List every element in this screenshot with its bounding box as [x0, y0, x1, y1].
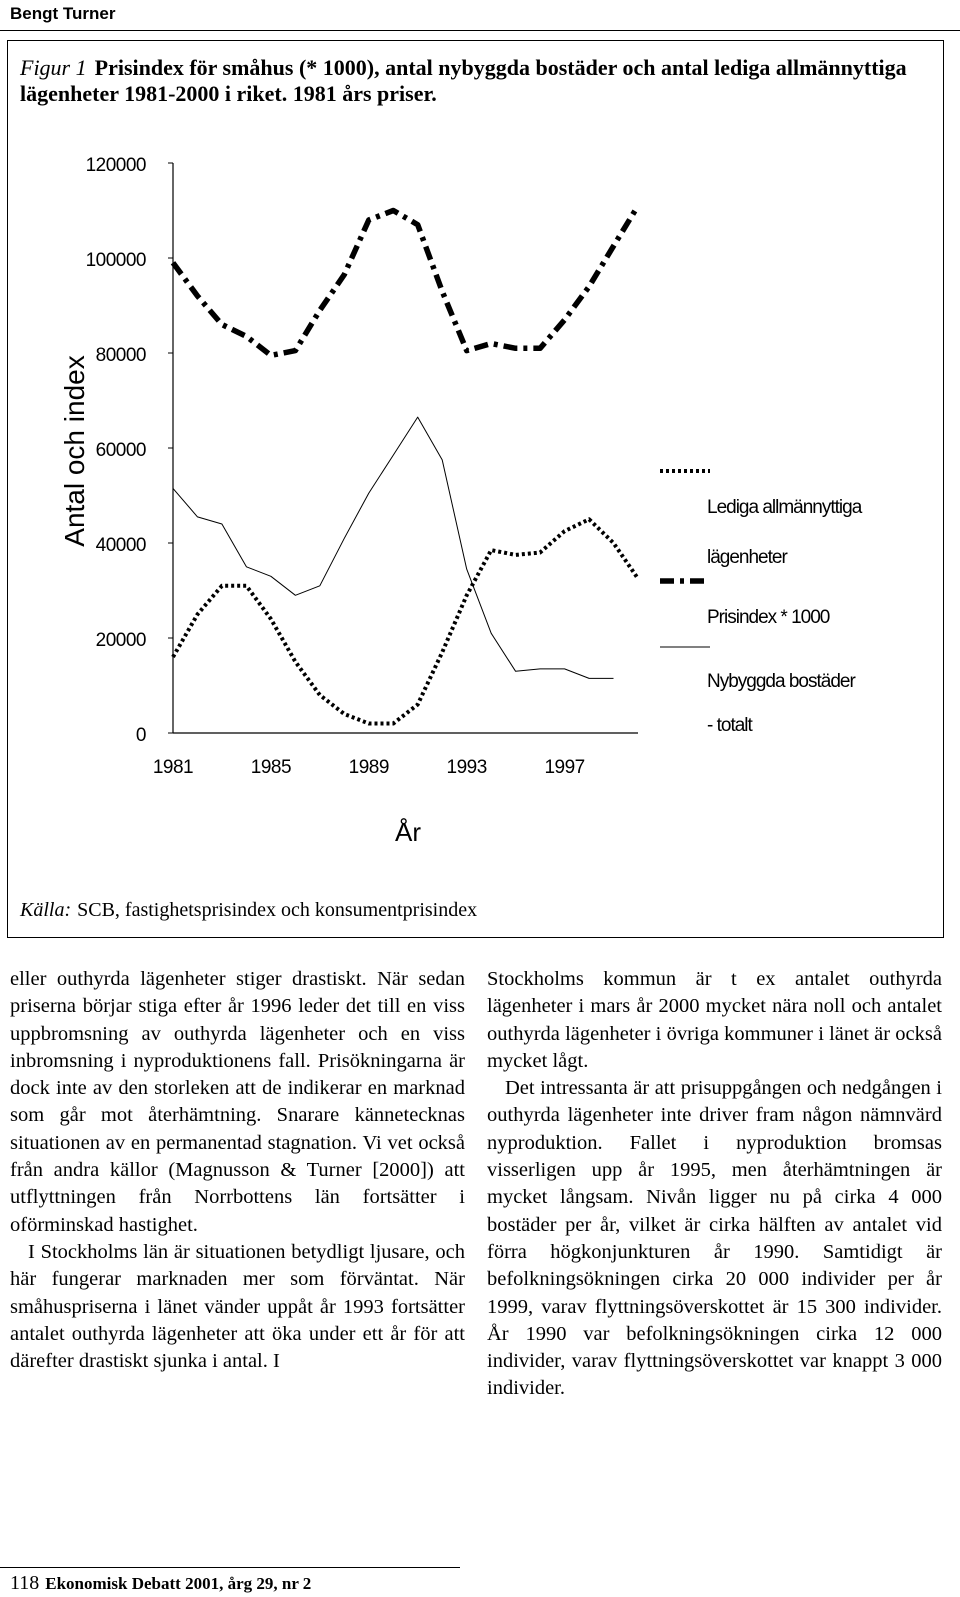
x-tick-label: 1981 — [152, 757, 194, 778]
legend-label: - totalt — [707, 715, 752, 736]
figure-source — [20, 899, 477, 922]
y-tick-label: 20000 — [95, 630, 146, 651]
figure-label: Figur 1 — [20, 55, 87, 80]
footer-rule — [0, 1567, 460, 1568]
x-tick-label: 1989 — [348, 757, 389, 778]
y-axis-label: Antal och index — [59, 355, 90, 547]
journal-citation: Ekonomisk Debatt 2001, årg 29, nr 2 — [45, 1574, 312, 1593]
text-column-right — [487, 966, 942, 1403]
chart-ticks — [86, 155, 585, 778]
source-label: Källa: — [20, 899, 72, 921]
running-header-author: Bengt Turner — [10, 4, 116, 23]
figure-box — [7, 40, 944, 938]
legend-label: Nybyggda bostäder — [707, 671, 855, 692]
series-line-dash-dot — [173, 206, 638, 356]
y-tick-label: 0 — [135, 725, 146, 746]
source-text: SCB, fastighetsprisindex och konsumentprisindex — [77, 899, 478, 921]
chart-legend — [660, 471, 863, 736]
paragraph: I Stockholms län är situationen betydligt ljusare, och här fungerar marknaden mer som förväntat. När småhuspriserna i länet vänder uppåt år 1993 fortsätter antalet outhyrda lägenheter att öka under ett år för att därefter drastiskt sjunka i antal. I — [10, 1240, 465, 1373]
x-axis-label: År — [395, 817, 421, 847]
legend-label: Lediga allmännyttiga — [707, 497, 862, 518]
chart-series — [173, 206, 638, 724]
series-line-dotted — [173, 519, 638, 723]
y-tick-label: 40000 — [95, 535, 146, 556]
figure-title: Prisindex för småhus (* 1000), antal nybyggda bostäder och antal lediga allmännyttiga lägenheter 1981-2000 i riket. 1981 års priser. — [20, 55, 907, 106]
page-footer — [10, 1572, 311, 1595]
legend-label: Prisindex * 1000 — [707, 607, 830, 628]
x-tick-label: 1985 — [250, 757, 292, 778]
y-tick-label: 60000 — [95, 440, 146, 461]
header-rule — [0, 30, 960, 31]
x-tick-label: 1993 — [446, 757, 487, 778]
x-tick-label: 1997 — [544, 757, 585, 778]
y-tick-label: 120000 — [85, 155, 146, 176]
y-tick-label: 100000 — [85, 250, 146, 271]
text-column-left — [10, 966, 465, 1375]
paragraph: Stockholms kommun är t ex antalet outhyrda lägenheter i mars år 2000 mycket nära noll och antalet outhyrda lägenheter i övriga kommuner i länet är också mycket lågt. — [487, 968, 942, 1072]
paragraph: eller outhyrda lägenheter stiger drastiskt. När sedan priserna börjar stiga efter år 1996 leder det till en viss uppbromsning av outhyrda lägenheter och en viss inbromsning i nyproduktionens fall. Prisökningarna är dock inte av den storleken att de indikerar en marknad som går mot återhämtning. Snarare kännetecknas situationen av en permanentad stagnation. Vi vet också från andra källor (Magnusson & Turner [2000]) att utflyttningen från Norrbottens län fortsätter i oförminskad hastighet. — [10, 968, 465, 1236]
chart-axes — [173, 163, 638, 733]
line-chart — [8, 41, 942, 871]
paragraph: Det intressanta är att prisuppgången och nedgången i outhyrda lägenheter inte driver fram någon nämnvärd nyproduktion. Fallet i nyproduktion bromsas visserligen upp år 1995, men återhämtningen är mycket långsam. Nivån ligger nu på cirka 4 000 bostäder per år, vilket är cirka hälften av antalet vid förra högkonjunkturen år 1990. Samtidigt är befolkningsökningen cirka 20 000 individer per år 1999, varav flyttningsöverskottet är 15 300 individer. År 1990 var befolkningsökningen cirka 12 000 individer, varav flyttningsöverskottet var knappt 3 000 individer. — [487, 1077, 942, 1400]
page-number: 118 — [10, 1572, 40, 1594]
legend-label: lägenheter — [707, 547, 787, 568]
y-tick-label: 80000 — [95, 345, 146, 366]
